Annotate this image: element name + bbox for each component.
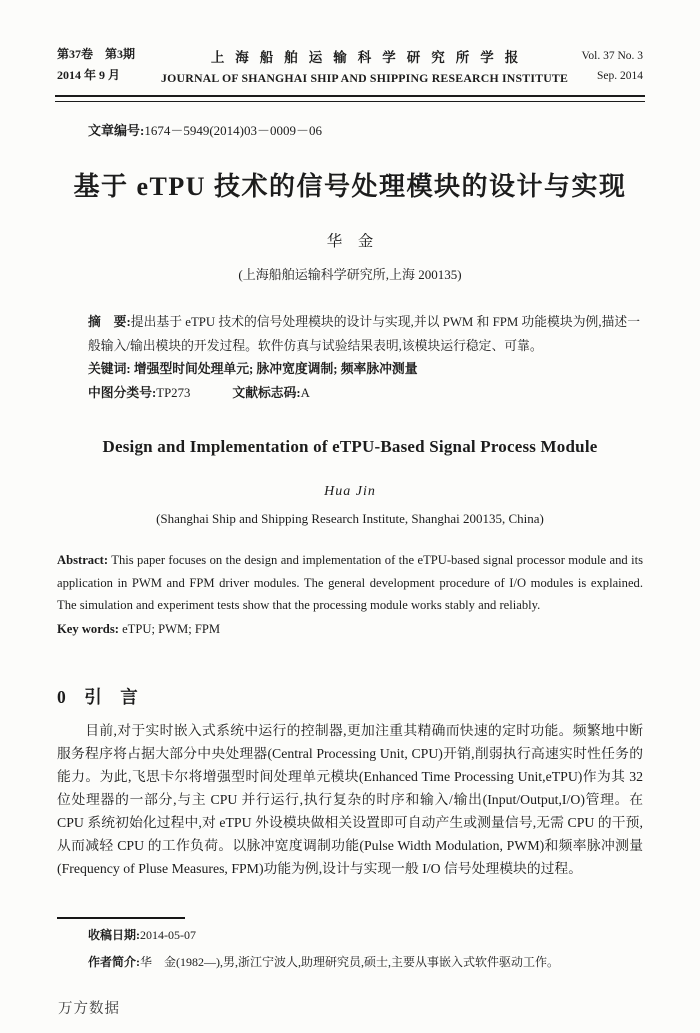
keywords-label-en: Key words: — [57, 621, 119, 636]
author-name-en: Hua Jin — [324, 484, 376, 499]
article-title-zh: 基于 eTPU 技术的信号处理模块的设计与实现 — [73, 172, 627, 201]
header-date-en: Sep. 2014 — [597, 70, 643, 82]
author-name-zh: 华 金 — [326, 233, 374, 250]
header-journal-title-block — [161, 46, 568, 86]
abstract-block-zh — [88, 311, 640, 405]
author-bio-label: 作者简介: — [88, 955, 140, 969]
received-date-label: 收稿日期: — [88, 928, 140, 942]
abstract-text-en: This paper focuses on the design and implementation of the eTPU-based signal processor module and its application in PWM and FPM driver modules. The general development procedure of I/O modules is explained. The simulation and experiment tests show that the processing module works stably and reliably. — [57, 553, 643, 612]
journal-header — [0, 0, 700, 92]
article-number-line — [88, 120, 643, 139]
keywords-line-zh — [88, 358, 640, 382]
article-title-en: Design and Implementation of eTPU-Based Signal Process Module — [102, 437, 598, 456]
doc-code-label: 文献标志码: — [232, 385, 301, 400]
clc-value: TP273 — [156, 385, 191, 400]
keywords-text-zh: 增强型时间处理单元; 脉冲宽度调制; 频率脉冲测量 — [130, 362, 418, 376]
abstract-zh-line — [88, 311, 640, 358]
affiliation-zh: (上海船舶运输科学研究所,上海 200135) — [238, 267, 462, 282]
abstract-label-en: Abstract: — [57, 553, 109, 567]
keywords-text-en: eTPU; PWM; FPM — [118, 621, 221, 636]
classification-line — [88, 382, 640, 406]
keywords-line-en — [57, 618, 643, 641]
abstract-text-zh: 提出基于 eTPU 技术的信号处理模块的设计与实现,并以 PWM 和 FPM 功能模块为例,描述一般输入/输出模块的开发过程。软件仿真与试验结果表明,该模块运行稳定、可靠。 — [88, 315, 641, 353]
article-number-label: 文章编号: — [88, 123, 145, 138]
header-volume-issue-zh: 第37卷 第3期 — [57, 47, 136, 61]
header-double-rule — [55, 95, 645, 102]
header-date-zh: 2014 年 9 月 — [57, 68, 121, 82]
header-volume-issue-en: Vol. 37 No. 3 — [581, 50, 643, 62]
abstract-en-line — [57, 549, 643, 617]
affiliation-en: (Shanghai Ship and Shipping Research Institute, Shanghai 200135, China) — [156, 511, 544, 526]
section-0-paragraph-0: 目前,对于实时嵌入式系统中运行的控制器,更加注重其精确而快速的定时功能。频繁地中断服务程序将占据大部分中央处理器(Central Processing Unit, CPU)开销,削弱执行高速实时性任务的能力。为此,飞思卡尔将增强型时间处理单元模块(Enhanced Time Processing Unit,eTPU)作为其 32 位处理器的一部分,与主 CPU 并行运行,执行复杂的时序和输入/输出(Input/Output,I/O)管理。在 CPU 系统初始化过程中,对 eTPU 外设模块做相关设置即可自动产生或测量信号,无需 CPU 的干预,从而减轻 CPU 的工作负荷。以脉冲宽度调制功能(Pulse Width Modulation, PWM)和频率脉冲测量(Frequency of Pluse Measures, FPM)功能为例,设计与实现一般 I/O 信号处理模块的过程。 — [57, 723, 643, 876]
journal-title-en: JOURNAL OF SHANGHAI SHIP AND SHIPPING RESEARCH INSTITUTE — [161, 71, 569, 85]
header-volume-block-zh — [57, 44, 161, 86]
wanfang-watermark: 万方数据 — [58, 1001, 120, 1017]
footnote-rule — [57, 917, 185, 919]
received-date-line — [88, 924, 643, 946]
section-heading-0: 0 引 言 — [57, 687, 139, 707]
clc-label: 中图分类号: — [88, 385, 157, 400]
article-number-value: 1674－5949(2014)03－0009－06 — [144, 123, 323, 138]
abstract-label-zh: 摘 要: — [88, 315, 131, 329]
received-date-value: 2014-05-07 — [140, 928, 196, 942]
footnote-block — [57, 913, 643, 973]
keywords-label-zh: 关键词: — [88, 362, 131, 376]
author-bio-text: 华 金(1982—),男,浙江宁波人,助理研究员,硕士,主要从事嵌入式软件驱动工作。 — [140, 955, 559, 969]
doc-code-value: A — [300, 385, 310, 400]
header-volume-block-en — [568, 46, 643, 86]
author-bio-line — [88, 951, 643, 973]
journal-title-zh: 上海船舶运输科学研究所学报 — [210, 50, 530, 65]
abstract-block-en — [57, 549, 643, 640]
